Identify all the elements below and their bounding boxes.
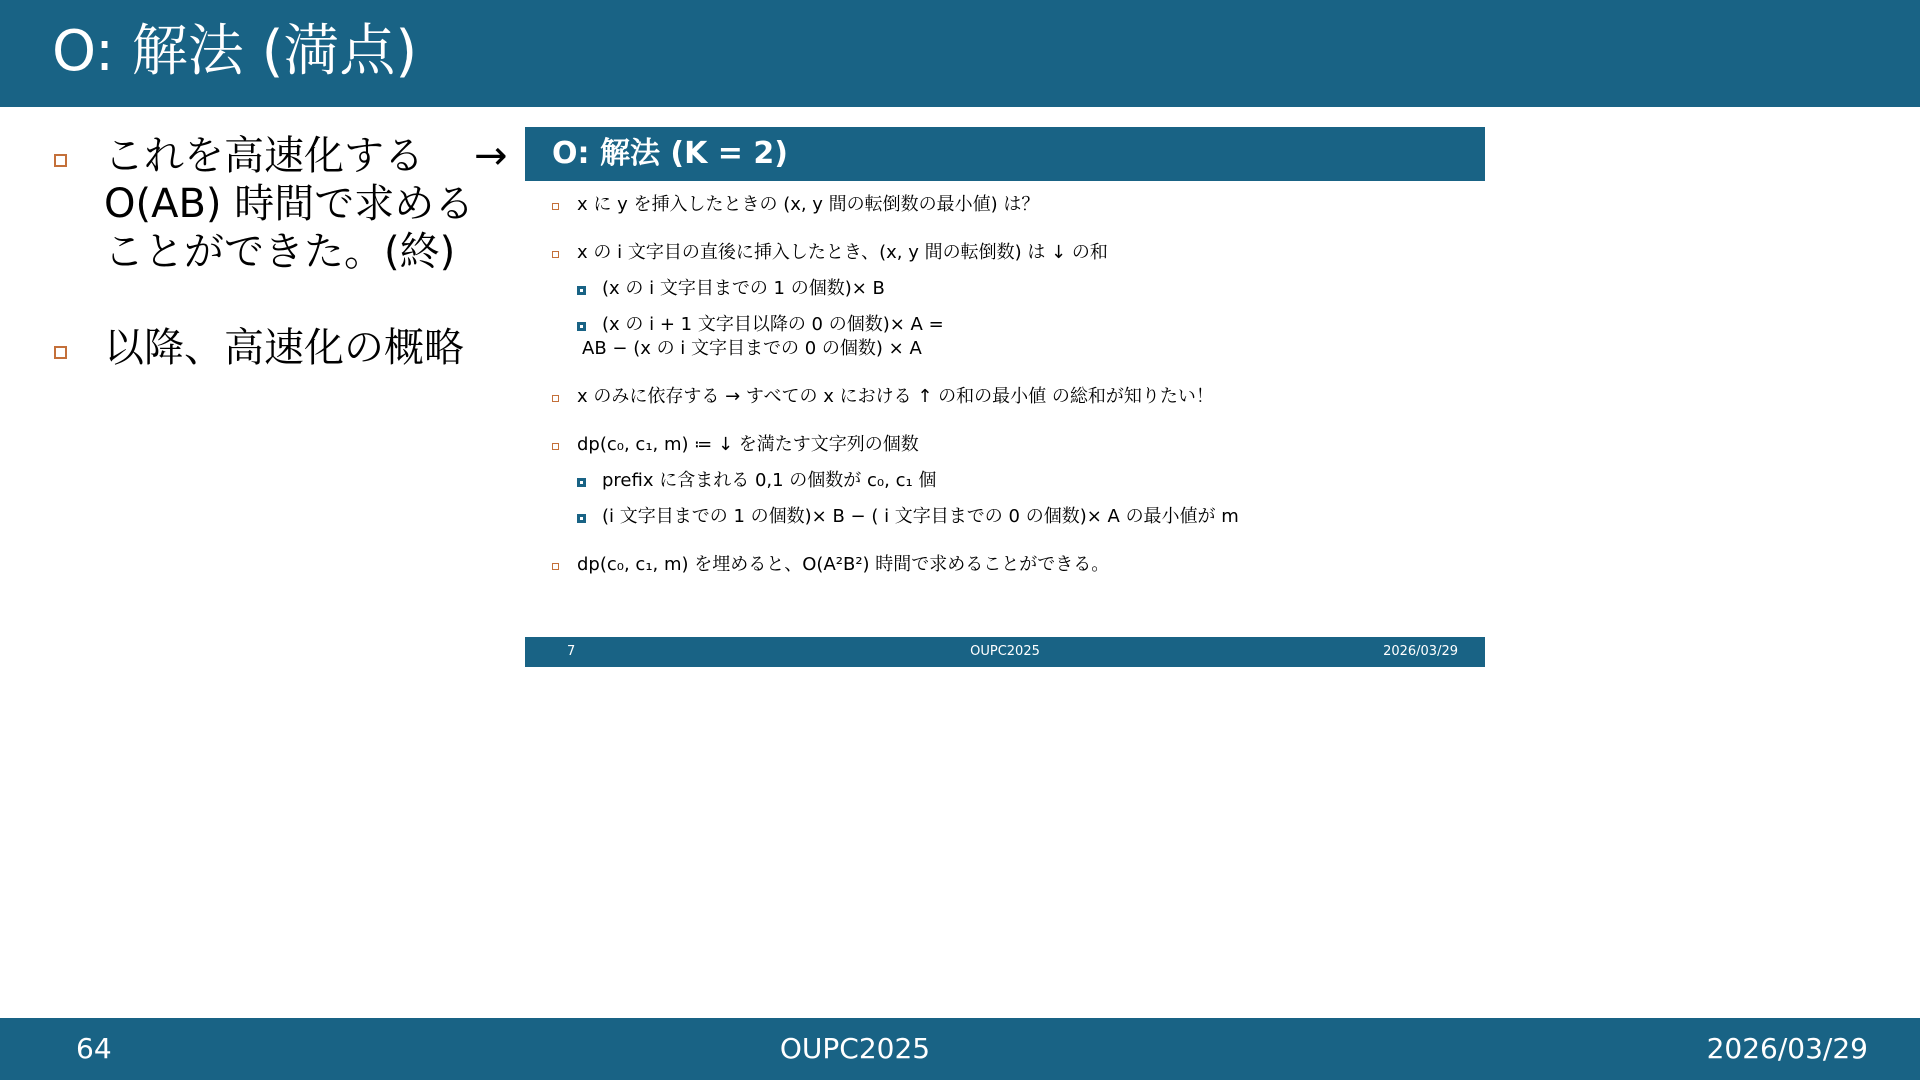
thumbnail-title: O: 解法 (K = 2) [552,136,788,171]
right-arrow-icon: → [474,133,508,179]
thumbnail-bullet [552,193,1472,217]
sub-bullet-marker-icon [577,322,586,331]
thumbnail-bullet [552,553,1472,577]
sub-bullet-marker-icon [577,286,586,295]
bullet-item [52,324,492,372]
bullet-text-continuation: AB − (x の i 文字目までの 0 の個数) × A [582,338,922,359]
thumbnail-page-number: 7 [567,644,576,659]
bullet-line: ことができた。(終) [104,229,456,275]
thumbnail-footer-date: 2026/03/29 [1383,644,1458,659]
slide-title: O: 解法 (満点) [52,19,418,84]
bullet-line: O(AB) 時間で求める [104,181,475,227]
footer-center-text: OUPC2025 [779,1032,931,1065]
bullet-marker-icon [552,251,559,258]
page-number: 64 [76,1032,112,1065]
thumbnail-bullet [552,241,1472,265]
bullet-line: 以降、高速化の概略 [104,325,464,371]
thumbnail-footer [525,637,1485,667]
bullet-text: x のみに依存する → すべての x における ↑ の和の最小値 の総和が知りたい！ [577,386,1214,407]
bullet-text: (x の i 文字目までの 1 の個数)× B [602,278,885,299]
thumbnail-footer-center: OUPC2025 [970,644,1040,659]
bullet-item [52,132,492,276]
slide-header [0,0,1920,107]
thumbnail-sub-bullet [552,277,1472,301]
bullet-marker-icon [552,443,559,450]
thumbnail-sub-bullet [552,505,1472,529]
bullet-text: dp(c₀, c₁, m) を埋めると、O(A²B²) 時間で求めることができる。 [577,554,1110,575]
bullet-line: これを高速化する [104,133,424,179]
footer-date: 2026/03/29 [1706,1032,1868,1065]
thumbnail-header [525,127,1485,181]
bullet-marker-icon [54,154,67,167]
bullet-text: x に y を挿入したときの (x, y 間の転倒数の最小値) は？ [577,194,1040,215]
thumbnail-sub-bullet [552,313,1472,361]
bullet-marker-icon [54,346,67,359]
bullet-marker-icon [552,203,559,210]
thumbnail-bullet [552,433,1472,457]
bullet-text: x の i 文字目の直後に挿入したとき、(x, y 間の転倒数) は ↓ の和 [577,242,1108,263]
bullet-text: (x の i + 1 文字目以降の 0 の個数)× A = [602,314,944,335]
main-bullet-list [52,132,492,420]
bullet-marker-icon [552,563,559,570]
thumbnail-bullet [552,385,1472,409]
sub-bullet-marker-icon [577,478,586,487]
bullet-marker-icon [552,395,559,402]
thumbnail-sub-bullet [552,469,1472,493]
bullet-text: dp(c₀, c₁, m) ≔ ↓ を満たす文字列の個数 [577,434,919,455]
thumbnail-bullet-list [552,193,1472,577]
bullet-text: (i 文字目までの 1 の個数)× B − ( i 文字目までの 0 の個数)× A の最小値が m [602,506,1239,527]
embedded-slide-thumbnail [525,127,1485,667]
bullet-text: prefix に含まれる 0,1 の個数が c₀, c₁ 個 [602,470,937,491]
slide-footer [0,1018,1920,1080]
sub-bullet-marker-icon [577,514,586,523]
